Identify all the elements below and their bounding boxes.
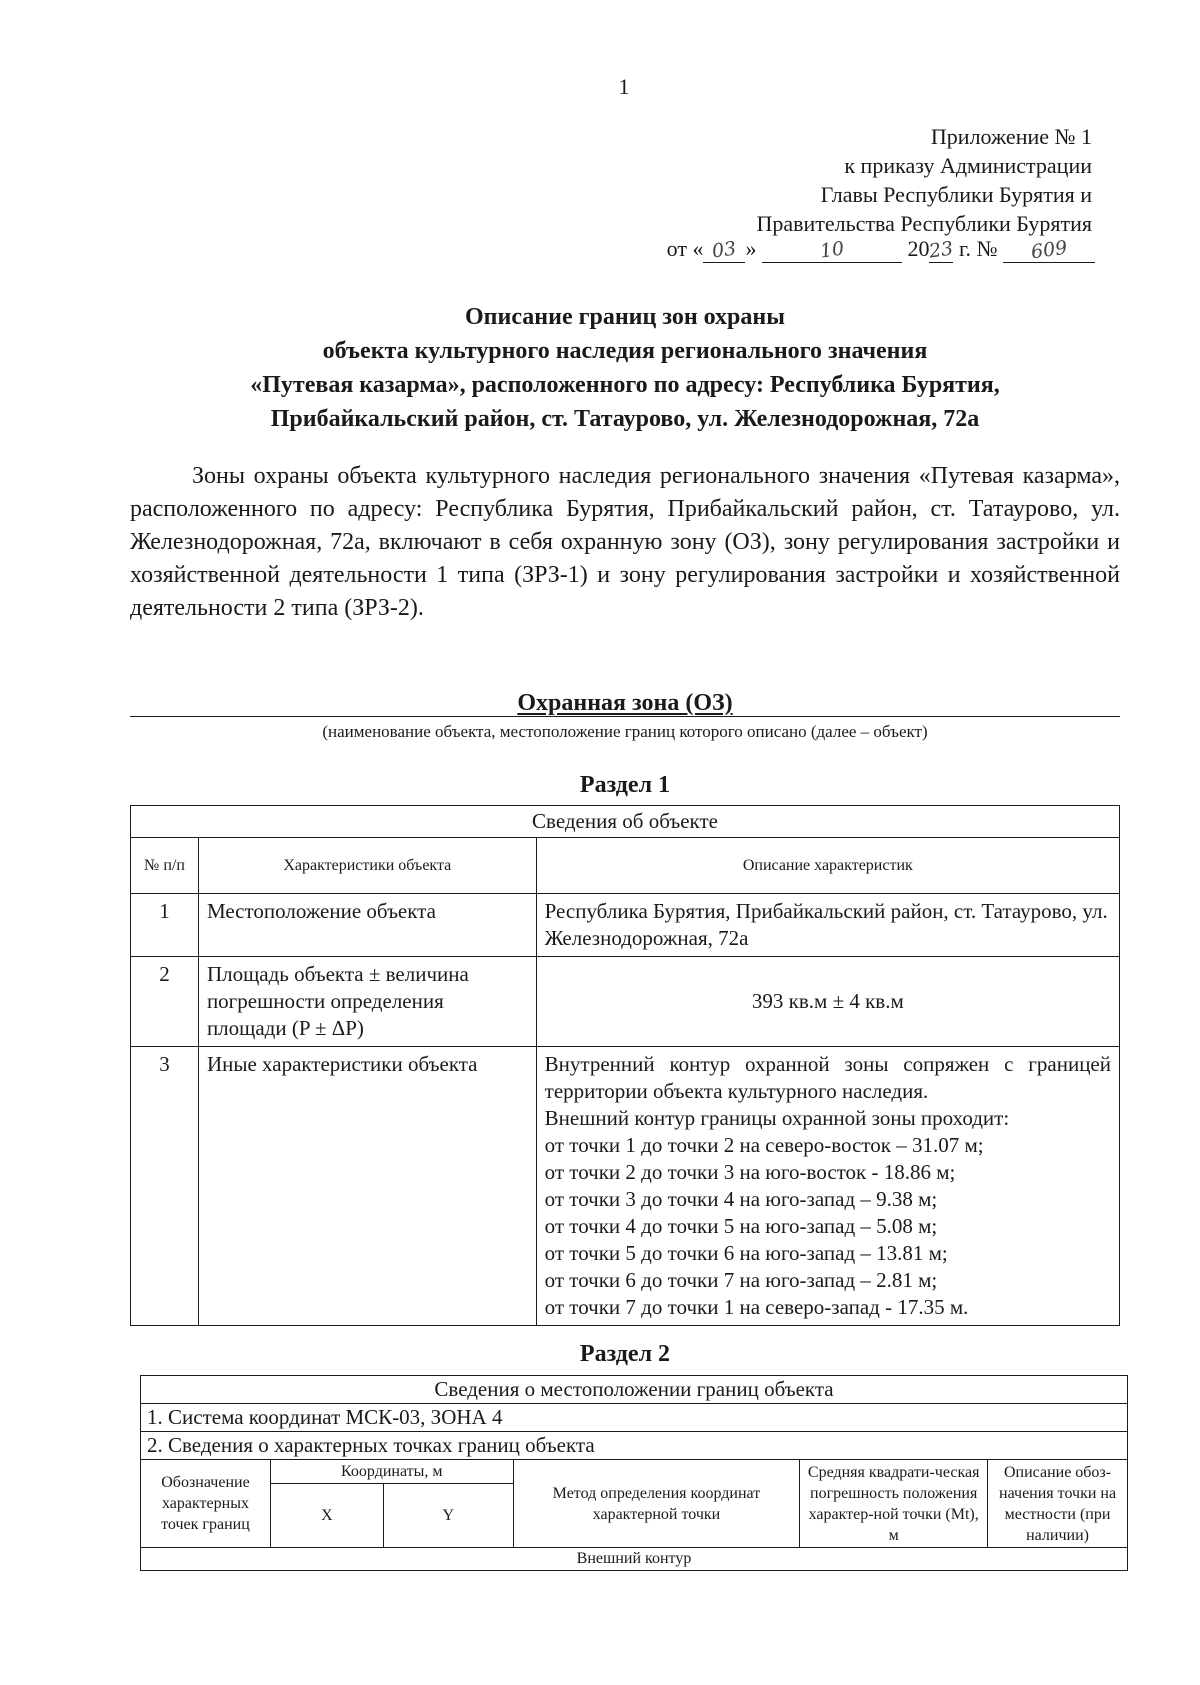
table-row (131, 957, 1120, 1047)
order-date-line (667, 236, 1095, 263)
boundary-location-table (140, 1375, 1128, 1571)
row-characteristic: Местоположение объекта (198, 894, 536, 957)
col-header-point-description: Описание обоз-начения точки на местности (при наличии) (988, 1460, 1128, 1548)
col-header-error: Средняя квадрати-ческая погрешность положения характер-ной точки (Mt), м (800, 1460, 988, 1548)
col-header-num: № п/п (131, 838, 199, 894)
zone-heading (130, 690, 1120, 717)
row-characteristic: Площадь объекта ± величина погрешности определения площади (P ± ΔP) (198, 957, 536, 1047)
col-header-method: Метод определения координат характерной точки (513, 1460, 800, 1548)
order-number-field (1003, 237, 1095, 263)
boundary-segment: от точки 7 до точки 1 на северо-запад - 17.35 м. (544, 1295, 969, 1319)
appendix-line: Правительства Республики Бурятия (756, 211, 1092, 236)
coordinate-system: 1. Система координат МСК-03, ЗОНА 4 (141, 1404, 1128, 1432)
row-num: 1 (131, 894, 199, 957)
row-num: 2 (131, 957, 199, 1047)
col-header-x: X (270, 1484, 383, 1548)
date-day-handwritten: 03 (710, 237, 738, 263)
date-year-handwritten: 23 (928, 237, 956, 263)
date-number-mark: г. № (958, 236, 998, 261)
col-header-y: Y (383, 1484, 513, 1548)
row-num: 3 (131, 1047, 199, 1326)
title-line: Описание границ зон охраны (465, 304, 785, 330)
table-row (131, 894, 1120, 957)
row-characteristic: Иные характеристики объекта (198, 1047, 536, 1326)
col-header-designation: Обозначение характерных точек границ (141, 1460, 271, 1548)
date-year-field (928, 237, 956, 263)
col-header-description: Описание характеристик (536, 838, 1119, 894)
row-description (536, 1047, 1119, 1326)
outer-contour-label: Внешний контур (141, 1548, 1128, 1571)
zone-underline (130, 716, 1120, 717)
boundary-segment: от точки 2 до точки 3 на юго-восток - 18.86 м; (544, 1160, 956, 1184)
boundary-segment: от точки 4 до точки 5 на юго-запад – 5.08 м; (544, 1214, 938, 1238)
object-info-table (130, 805, 1120, 1326)
title-line: объекта культурного наследия регионального значения (322, 338, 928, 364)
title-line: «Путевая казарма», расположенного по адресу: Республика Бурятия, (250, 372, 1000, 398)
date-month-field (762, 237, 902, 263)
zone-title: Охранная зона (ОЗ) (517, 690, 733, 716)
boundary-line: Внутренний контур охранной зоны сопряжен с границей территории объекта культурного наследия. (544, 1052, 1111, 1103)
date-month-handwritten: 10 (818, 237, 846, 263)
boundary-segment: от точки 5 до точки 6 на юго-запад – 13.81 м; (544, 1241, 948, 1265)
date-quote: » (745, 236, 757, 261)
section1-title: Раздел 1 (579, 772, 671, 798)
date-day-field (703, 237, 745, 263)
table-row (131, 1047, 1120, 1326)
boundary-segment: от точки 6 до точки 7 на юго-запад – 2.81 м; (544, 1268, 938, 1292)
appendix-line: Главы Республики Бурятия и (820, 182, 1092, 207)
appendix-block (756, 122, 1092, 238)
document-title (130, 300, 1120, 436)
boundary-segment: от точки 1 до точки 2 на северо-восток – 31.07 м; (544, 1133, 984, 1157)
boundary-line: Внешний контур границы охранной зоны проходит: (544, 1106, 1010, 1130)
appendix-line: Приложение № 1 (930, 124, 1092, 149)
col-header-characteristic: Характеристики объекта (198, 838, 536, 894)
row-description: 393 кв.м ± 4 кв.м (536, 957, 1119, 1047)
boundary-segment: от точки 3 до точки 4 на юго-запад – 9.38 м; (544, 1187, 938, 1211)
row-description: Республика Бурятия, Прибайкальский район, ст. Татаурово, ул. Железнодорожная, 72а (536, 894, 1119, 957)
page-number: 1 (618, 74, 630, 99)
intro-paragraph: Зоны охраны объекта культурного наследия регионального значения «Путевая казарма», расположенного по адресу: Республика Бурятия, Прибайкальский район, ст. Татаурово, ул. Железнодорожная, 72а, включают в себя охранную зону (ОЗ), зону регулирования застройки и хозяйственной деятельности 1 типа (ЗРЗ-1) и зону регулирования застройки и хозяйственной деятельности 2 типа (ЗРЗ-2). (130, 463, 1120, 621)
table-title: Сведения об объекте (131, 806, 1120, 838)
points-title: 2. Сведения о характерных точках границ объекта (141, 1432, 1128, 1460)
date-prefix: от « (666, 236, 704, 261)
date-year-prefix: 20 (907, 236, 930, 261)
col-header-coords: Координаты, м (270, 1460, 513, 1484)
zone-caption: (наименование объекта, местоположение границ которого описано (далее – объект) (322, 722, 928, 741)
order-number-handwritten: 609 (1029, 236, 1069, 264)
table-title: Сведения о местоположении границ объекта (141, 1376, 1128, 1404)
appendix-line: к приказу Администрации (844, 153, 1092, 178)
section2-title: Раздел 2 (579, 1341, 671, 1367)
title-line: Прибайкальский район, ст. Татаурово, ул. Железнодорожная, 72а (270, 406, 980, 432)
